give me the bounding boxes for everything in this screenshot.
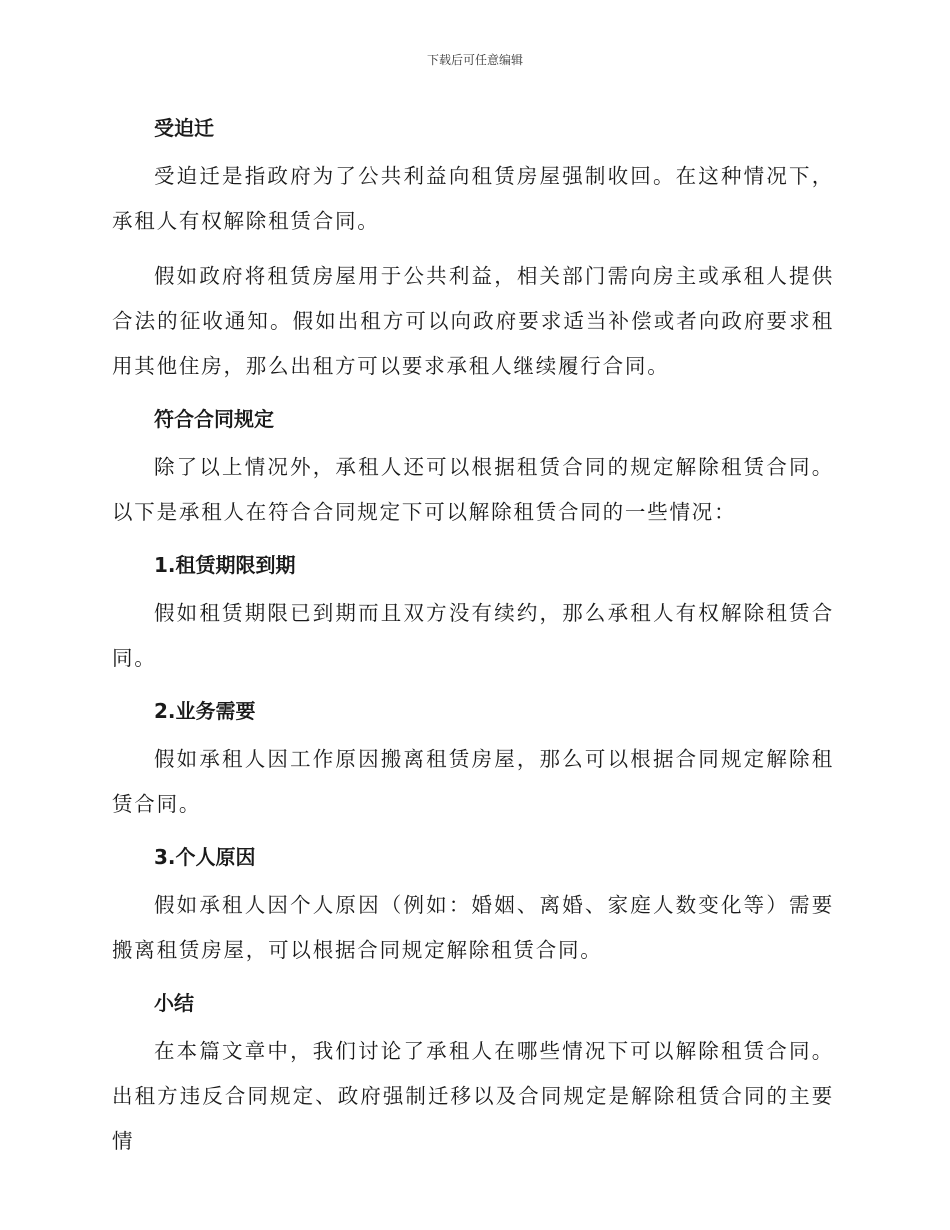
section-heading-contract-terms: 符合合同规定 [154, 407, 274, 431]
paragraph: 假如租赁期限已到期而且双方没有续约，那么承租人有权解除租赁合同。 [112, 601, 834, 670]
subheading-lease-expiry: 1.租赁期限到期 [154, 553, 296, 577]
paragraph: 除了以上情况外，承租人还可以根据租赁合同的规定解除租赁合同。以下是承租人在符合合同规定下可以解除租赁合同的一些情况： [112, 455, 834, 524]
page-header: 下载后可任意编辑 [426, 53, 523, 67]
paragraph: 在本篇文章中，我们讨论了承租人在哪些情况下可以解除租赁合同。出租方违反合同规定、政府强制迁移以及合同规定是解除租赁合同的主要情 [112, 1039, 834, 1153]
section-heading-forced-relocation: 受迫迁 [154, 116, 214, 140]
subheading-business-need: 2.业务需要 [154, 699, 256, 723]
paragraph: 假如承租人因工作原因搬离租赁房屋，那么可以根据合同规定解除租赁合同。 [112, 747, 834, 816]
subheading-personal-reasons: 3.个人原因 [154, 845, 256, 869]
document-body [112, 108, 834, 1174]
paragraph: 假如政府将租赁房屋用于公共利益，相关部门需向房主或承租人提供合法的征收通知。假如出租方可以向政府要求适当补偿或者向政府要求租用其他住房，那么出租方可以要求承租人继续履行合同。 [112, 264, 834, 378]
section-heading-summary: 小结 [154, 991, 194, 1015]
paragraph: 受迫迁是指政府为了公共利益向租赁房屋强制收回。在这种情况下，承租人有权解除租赁合同。 [112, 164, 834, 233]
paragraph: 假如承租人因个人原因（例如：婚姻、离婚、家庭人数变化等）需要搬离租赁房屋，可以根据合同规定解除租赁合同。 [112, 893, 834, 962]
